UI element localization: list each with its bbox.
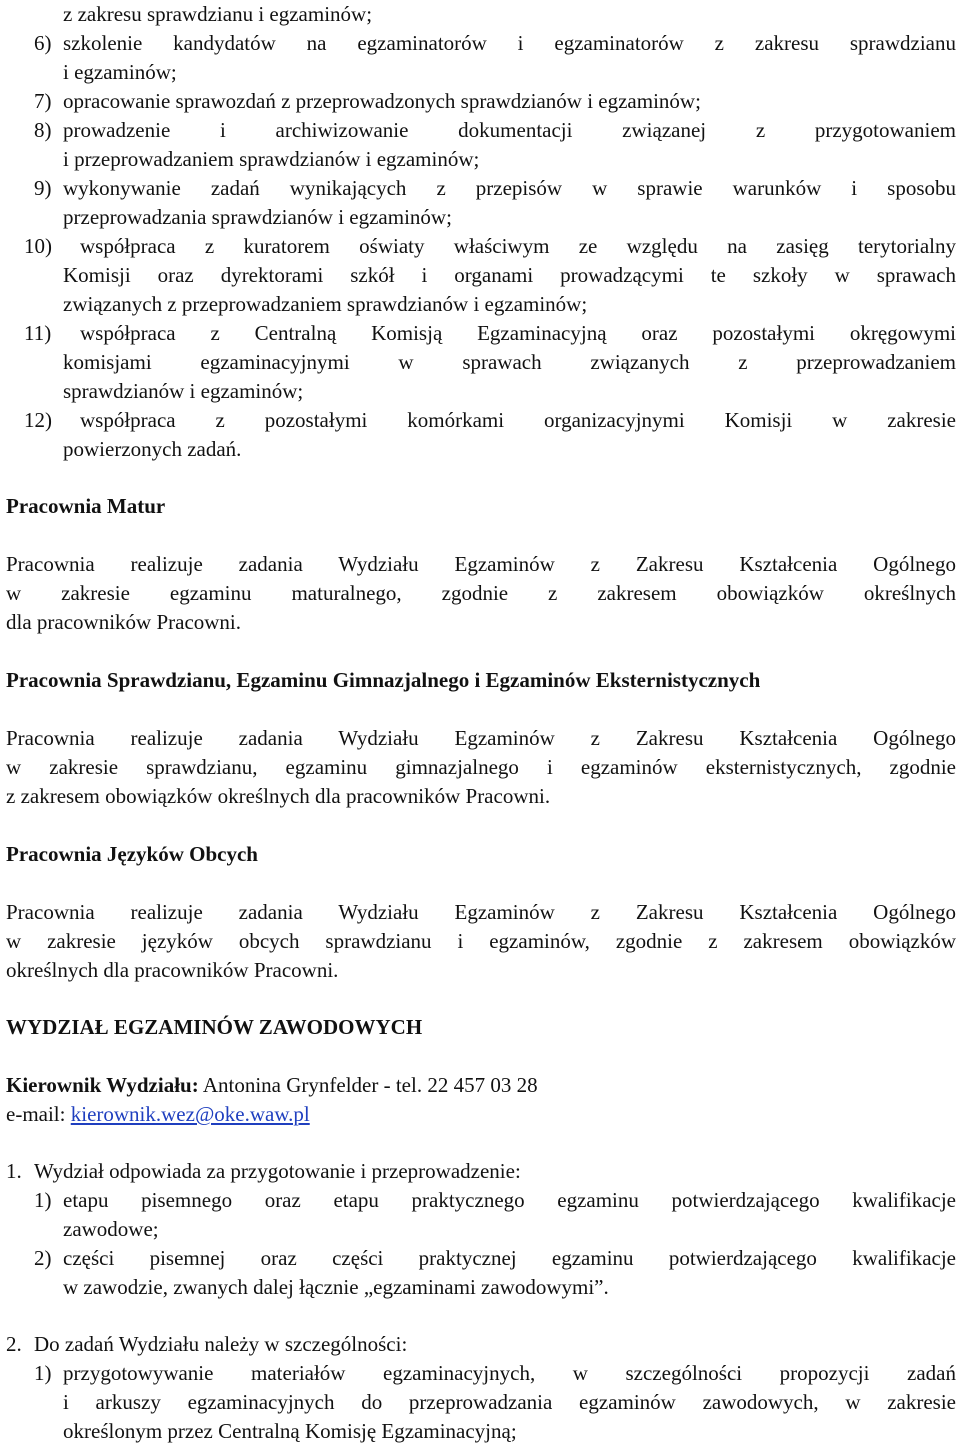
- point-1-item-1-line-2: zawodowe;: [63, 1217, 159, 1241]
- point-1-text: Wydział odpowiada za przygotowanie i przeprowadzenie:: [34, 1159, 521, 1183]
- point-2-item-1-number: 1): [34, 1361, 52, 1385]
- list-item-11-line-1: współpraca z Centralną Komisją Egzaminacyjną oraz pozostałymi okręgowymi: [80, 321, 956, 345]
- point-1-item-2-line-1: części pisemnej oraz części praktycznej egzaminu potwierdzającego kwalifikacje: [63, 1246, 956, 1270]
- list-number-10: 10): [24, 234, 52, 258]
- department-head-value: Antonina Grynfelder - tel. 22 457 03 28: [198, 1073, 538, 1097]
- list-item-9-line-1: wykonywanie zadań wynikających z przepisów w sprawie warunków i sposobu: [63, 176, 956, 200]
- list-item-8-line-1: prowadzenie i archiwizowanie dokumentacji związanej z przygotowaniem: [63, 118, 956, 142]
- section-heading-sprawdzianu: Pracownia Sprawdzianu, Egzaminu Gimnazjalnego i Egzaminów Eksternistycznych: [6, 668, 761, 692]
- section-jezykow-line-2: w zakresie języków obcych sprawdzianu i egzaminów, zgodnie z zakresem obowiązków: [6, 929, 956, 953]
- section-sprawdzianu-line-3: z zakresem obowiązków określnych dla pracowników Pracowni.: [6, 784, 551, 808]
- list-item-9-line-2: przeprowadzania sprawdzianów i egzaminów;: [63, 205, 452, 229]
- section-heading-jezykow: Pracownia Języków Obcych: [6, 842, 258, 866]
- email-link[interactable]: kierownik.wez@oke.waw.pl: [70, 1102, 310, 1126]
- point-number-2: 2.: [6, 1332, 22, 1356]
- point-2-item-1-line-1: przygotowywanie materiałów egzaminacyjnych, w szczególności propozycji zadań: [63, 1361, 956, 1385]
- department-heading: WYDZIAŁ EGZAMINÓW ZAWODOWYCH: [6, 1015, 423, 1039]
- list-number-9: 9): [34, 176, 52, 200]
- point-2-item-1-line-2: i arkuszy egzaminacyjnych do przeprowadzania egzaminów zawodowych, w zakresie: [63, 1390, 956, 1414]
- list-number-6: 6): [34, 31, 52, 55]
- list-item-11-line-2: komisjami egzaminacyjnymi w sprawach związanych z przeprowadzaniem: [63, 350, 956, 374]
- list-item-12-line-1: współpraca z pozostałymi komórkami organizacyjnymi Komisji w zakresie: [80, 408, 956, 432]
- list-item-10-line-3: związanych z przeprowadzaniem sprawdzianów i egzaminów;: [63, 292, 588, 316]
- list-item-11-line-3: sprawdzianów i egzaminów;: [63, 379, 304, 403]
- list-item-5-continuation: z zakresu sprawdzianu i egzaminów;: [63, 2, 373, 26]
- list-item-7-line-1: opracowanie sprawozdań z przeprowadzonych sprawdzianów i egzaminów;: [63, 89, 701, 113]
- section-jezykow-line-3: określnych dla pracowników Pracowni.: [6, 958, 339, 982]
- list-number-8: 8): [34, 118, 52, 142]
- section-sprawdzianu-line-1: Pracownia realizuje zadania Wydziału Egzaminów z Zakresu Kształcenia Ogólnego: [6, 726, 956, 750]
- list-number-7: 7): [34, 89, 52, 113]
- section-matur-line-2: w zakresie egzaminu maturalnego, zgodnie z zakresem obowiązków określnych: [6, 581, 956, 605]
- point-1-item-1-number: 1): [34, 1188, 52, 1212]
- point-number-1: 1.: [6, 1159, 22, 1183]
- department-head-line: [6, 1071, 956, 1100]
- section-matur-line-1: Pracownia realizuje zadania Wydziału Egzaminów z Zakresu Kształcenia Ogólnego: [6, 552, 956, 576]
- list-item-8-line-2: i przeprowadzaniem sprawdzianów i egzaminów;: [63, 147, 480, 171]
- point-2-text: Do zadań Wydziału należy w szczególności:: [34, 1332, 408, 1356]
- section-sprawdzianu-line-2: w zakresie sprawdzianu, egzaminu gimnazjalnego i egzaminów eksternistycznych, zgodnie: [6, 755, 956, 779]
- section-heading-matur: Pracownia Matur: [6, 494, 166, 518]
- list-number-11: 11): [24, 321, 52, 345]
- department-email-line: [6, 1100, 956, 1129]
- point-2-item-1-line-3: określonym przez Centralną Komisję Egzaminacyjną;: [63, 1419, 517, 1443]
- list-item-10-line-2: Komisji oraz dyrektorami szkół i organami prowadzącymi te szkoły w sprawach: [63, 263, 956, 287]
- point-1-item-1-line-1: etapu pisemnego oraz etapu praktycznego egzaminu potwierdzającego kwalifikacje: [63, 1188, 956, 1212]
- section-jezykow-line-1: Pracownia realizuje zadania Wydziału Egzaminów z Zakresu Kształcenia Ogólnego: [6, 900, 956, 924]
- list-item-12-line-2: powierzonych zadań.: [63, 437, 242, 461]
- section-matur-line-3: dla pracowników Pracowni.: [6, 610, 242, 634]
- list-item-10-line-1: współpraca z kuratorem oświaty właściwym ze względu na zasięg terytorialny: [80, 234, 956, 258]
- department-head-label: Kierownik Wydziału:: [6, 1073, 199, 1097]
- list-item-6-line-2: i egzaminów;: [63, 60, 177, 84]
- point-1-item-2-line-2: w zawodzie, zwanych dalej łącznie „egzaminami zawodowymi”.: [63, 1275, 609, 1299]
- list-item-6-line-1: szkolenie kandydatów na egzaminatorów i egzaminatorów z zakresu sprawdzianu: [63, 31, 956, 55]
- list-number-12: 12): [24, 408, 52, 432]
- email-label: e-mail:: [6, 1102, 71, 1126]
- point-1-item-2-number: 2): [34, 1246, 52, 1270]
